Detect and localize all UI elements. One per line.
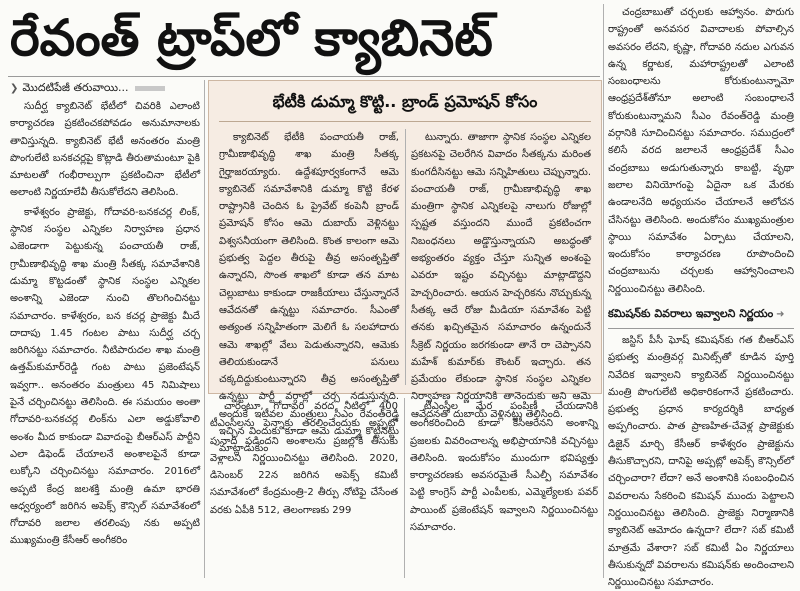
headline: రేవంత్ ట్రాప్‌లో క్యాబినెట్ — [10, 9, 493, 67]
column-divider — [603, 4, 604, 578]
arrow-right-icon: ➜ — [776, 309, 785, 320]
paragraph: టీఎంసీల మేర పంపిణీ చేయడానికి అంగీకరించింది కూడా కేసీఆరేనని అంశాన్ని ప్రజలకు వివరించాలన్న అభిప్రాయానికి వచ్చినట్టు తెలిసింది. ఇందుకోసం ముందుగా భవిష్యత్తు కార్యాచరణకు అవసరమైతే సీఎల్పీ సమావేశం పెట్టి కాంగ్రెస్ పార్టీ ఎంపీలకు, ఎమ్మెల్యేలకు పవర్ పాయింట్ ప్రజెంటేషన్ ఇవ్వాలని నిర్ణయించినట్టు సమాచారం. — [410, 401, 598, 534]
paragraph: జస్టిస్ పీసీ ఘోష్ కమిషన్‌కు గత బీఆర్ఎస్ ప్రభుత్వ మంత్రివర్గ మినిట్స్‌తో కూడిన పూర్తి నివేదిక ఇవ్వాలని క్యాబినెట్ నిర్ణయించినట్టు మంత్రి పొంగులేటి అధికారికంగానే ప్రకటించారు. ప్రభుత్వ ప్రధాన కార్యదర్శికి బాధ్యత అప్పగించారు. పాత ప్రాణహిత-చేవెళ్ల ప్రాజెక్టుకు డిజైన్ మార్చి కేసీఆర్ కాళేశ్వరం ప్రాజెక్టును తీసుకొచ్చారని, దానిపై అప్పట్లో అపెక్స్ కౌన్సిల్‌లో చర్చించారా? లేదా? అనే అంశానికి సంబంధించిన వివరాలను సేకరించి కమిషన్‌ ముందు పెట్టాలని నిర్ణయించినట్టు తెలిసింది. ప్రాజెక్టు నిర్మాణానికి క్యాబినెట్ ఆమోదం ఉన్నదా? లేదా? సబ్ కమిటీ మాత్రమే వేశారా? సబ్ కమిటీ ఏం నిర్ణయాలు తీసుకున్నదో వివరాలను కమిషన్‌కు అందించాలని నిర్ణయించినట్టు సమాచారం. — [608, 335, 794, 589]
column-divider — [204, 80, 205, 578]
kicker-text: మొదటిపేజీ తరువాయి... — [22, 81, 129, 94]
section-heading-text: కమిషన్‌కు వివరాలు ఇవ్వాలని నిర్ణయం — [608, 307, 774, 320]
box-column-2 — [411, 129, 591, 420]
headline-divider — [8, 76, 600, 77]
column-1 — [10, 98, 200, 578]
paragraph: క్యాబినెట్ భేటీకి పంచాయతీ రాజ్, గ్రామీణాభివృద్ధి శాఖ మంత్రి సీతక్క గైర్హాజరయ్యారు. ఉద్దేశపూర్వకంగానే ఆమె క్యాబినెట్ సమావేశానికి డుమ్మా కొట్టి కేరళ రాష్ట్రానికి చెందిన ఓ ప్రైవేట్ కంపెనీ బ్రాండ్ ప్రమోషన్ కోసం ఆమె దుబాయ్ వెళ్లినట్టు విశ్వసనీయంగా తెలిసింది. కొంత కాలంగా ఆమె ప్రభుత్వ పెద్దల తీరుపై తీవ్ర అసంతృప్తితో ఉన్నారని, సొంత శాఖలో కూడా తన మాట చెల్లుబాటు కాకుండా రాజకీయాలు చేస్తున్నారనే ఆవేదనతో ఉన్నట్టు సమాచారం. సీఎంతో అత్యంత సన్నిహితంగా మెలిగే ఓ సలహాదారు ఆమె శాఖల్లో వేలు పెడుతున్నారని, ఆమెకు తెలియకుండానే పనులు చక్కదిద్దుకుంటున్నారని తీవ్ర అసంతృప్తితో ఉన్నట్టు పార్టీ వర్గాల్లో చర్చ నడుస్తున్నది. అందుకే ఇటీవల మంత్రులు సీఎం రేవంత్‌రెడ్డి ఇచ్చిన విందుకు కూడా ఆమె డుమ్మా కొట్టినట్టు మాట్లాడుకుం — [219, 132, 399, 455]
column-5b — [608, 332, 794, 589]
box-title: భేటీకి డుమ్మా కొట్టి.. బ్రాండ్ ప్రమోషన్ కోసం — [272, 92, 538, 111]
column-3 — [210, 398, 398, 578]
section-heading — [608, 302, 794, 326]
section-divider — [608, 328, 794, 329]
paragraph: చారంటూ, గోదావరి వరద నీటిలో 400 టీఎంసీలను పెన్నాకు తరలించేందుకు అప్పట్లో పునాది పడిందని అంశాలను ప్రజల్లోకి తీసుకు వెళ్లాలని నిర్ణయించినట్టు తెలిసింది. 2020, డిసెంబర్ 22న జరిగిన అపెక్స్ కమిటీ సమావేశంలో కేంద్రమంత్రి-2 తీర్పు నోటిఫై చేసేంత వరకు ఏపీకి 512, తెలంగాణకు 299 — [210, 401, 398, 516]
sidebar-box — [208, 80, 602, 455]
column-5 — [608, 4, 794, 300]
chevron-right-icon: ❯ — [10, 83, 19, 94]
paragraph: చంద్రబాబుతో చర్చలకు ఆహ్వానం. పొరుగు రాష్ట్రంతో అనవసర వివాదాలకు పోవాల్సిన అవసరం లేదని, కృష్ణా, గోదావరి నదుల ఎగువన ఉన్న కర్ణాటక, మహారాష్ట్రలతో ఎలాంటి సంబంధాలను కోరుకుంటున్నామో ఆంధ్రప్రదేశ్‌తోనూ అలాంటి సంబంధాలనే కోరుకుంటున్నామని సీఎం రేవంత్‌రెడ్డి మంత్రి వర్గానికి సూచించినట్టు సమాచారం. సముద్రంలో కలిసే వరద జలాలనే ఆంధ్రప్రదేశ్ సీఎం చంద్రబాబు అడుగుతున్నారు కాబట్టి, వృథా జలాల వినియోగంపై ఏదైనా ఒక మేరకు ఉండాలనేది అధ్యయనం చేయాలనే ఆలోచన చేసినట్టు తెలిసింది. అందుకోసం ముఖ్యమంత్రుల స్థాయి సమావేశం ఏర్పాటు చేయాలని, ఇందుకోసం కార్యాచరణ రూపొందించి చంద్రబాబును చర్చలకు ఆహ్వానించాలని నిర్ణయించినట్టు తెలిసింది. — [608, 7, 794, 295]
box-column-1 — [219, 129, 399, 455]
continued-kicker — [10, 80, 210, 96]
column-divider — [404, 398, 405, 578]
kicker-bar — [135, 86, 165, 91]
paragraph: టున్నారు. తాజాగా స్థానిక సంస్థల ఎన్నికల ప్రకటనపై చెలరేగిన వివాదం సీతక్కను మరింత కుంగదీసినట్టు ఆమె సన్నిహితులు చెప్పున్నారు. పంచాయతీ రాజ్, గ్రామీణాభివృద్ధి శాఖ మంత్రిగా స్థానిక ఎన్నికలపై నాలుగు రోజుల్లో స్పష్టత వస్తుందని ముందే ప్రకటించగా నిబంధనలు అడ్డొస్తున్నాయని అబద్ధంతో అభ్యంతరం వ్యక్తం చేస్తూ సున్నిత అంశంపై ఎవరూ ఇష్టం వచ్చినట్టు మాట్లాడొద్దని హెచ్చరించారు. ఆయన హెచ్చరికను నొచ్చుకున్న సీతక్క ఆదే రోజు మీడియా సమావేశం పెట్టి తనకు ఖచ్చితమైన సమాచారం ఉన్నందునే సీక్రెట్ నిర్ణయం జరగకుండా తానే రా చెప్పానని మహేశ్ కుమార్‌కు కౌంటర్ ఇచ్చారు. తన ప్రమేయం లేకుండా స్థానిక సంస్థల ఎన్నికల నిర్వాహణ నిర్ణయానికి తానెందుకు అని ఆమె ఆవేదనతో దుబాయ్ వెళ్లినట్టు తెలిసింది. — [411, 132, 591, 420]
box-divider — [219, 121, 591, 122]
paragraph: కాళేశ్వరం ప్రాజెక్టు, గోదావరి-బనకచర్ల లింక్, స్థానిక సంస్థల ఎన్నికల నిర్వాహణ ప్రధాన ఎజెండాగా పెట్టుకున్న పంచాయతీ రాజ్, గ్రామీణాభివృద్ధి శాఖ మంత్రి సీతక్క సమావేశానికి డుమ్మా కొట్టడంతో స్థానిక సంస్థల ఎన్నికల అంశాన్ని ఎజెండా నుంచి తొలగించినట్టు సమాచారం. కాళేశ్వరం, బన కచర్ల ప్రాజెక్టు మీదే దాదాపు 1.45 గంటల పాటు సుదీర్ఘ చర్చ జరిగినట్టు సమాచారం. నీటిపారుదల శాఖ మంత్రి ఉత్తమ్‌కుమార్‌రెడ్డి గంట పాటు ప్రజెంటేషన్ ఇవ్వగా.. అనంతరం మంత్రులు 45 నిమిషాలు పైనే చర్చించినట్టు తెలిసింది. ఈ సమయం అంతా గోదావరి-బనకచర్ల లింక్‌ను ఎలా అడ్డుకోవాలి అంశం మీద కాకుండా వివాదంపై బీఆర్ఎస్ పార్టీని ఎలా డిఫెండ్ చేయాలనే అంశాలపైనే కూడా లుక్కోని చర్చించినట్టు సమాచారం. 2016లో అప్పటి కేంద్ర జలశక్తి మంత్రి ఉమా భారతి ఆధ్వర్యంలో జరిగిన అపెక్స్ కౌన్సిల్ సమావేశంలో గోదావరి జలాల తరలింపు నకు అప్పటి ముఖ్యమంత్రి కేసీఆర్ అంగీకరిం — [10, 206, 200, 547]
paragraph: సుదీర్ఘ క్యాబినెట్ భేటీలో చివరికి ఎలాంటి కార్యాచరణ ప్రకటించకపోవడం అనుమానాలకు తావిస్తున్నది. క్యాబినెట్ భేటీ అనంతరం మంత్రి పొంగులేటి బనకచర్లపై కొట్లాడి తీరుతామంటూ పైకి మాటలతో గంభీరాల్పుగా ప్రకటించినా భేటీలో అలాంటి నిర్ణయాలేవీ తీసుకోలేదని తెలిసింది. — [10, 101, 200, 199]
column-4 — [410, 398, 598, 578]
box-column-divider — [405, 129, 406, 385]
